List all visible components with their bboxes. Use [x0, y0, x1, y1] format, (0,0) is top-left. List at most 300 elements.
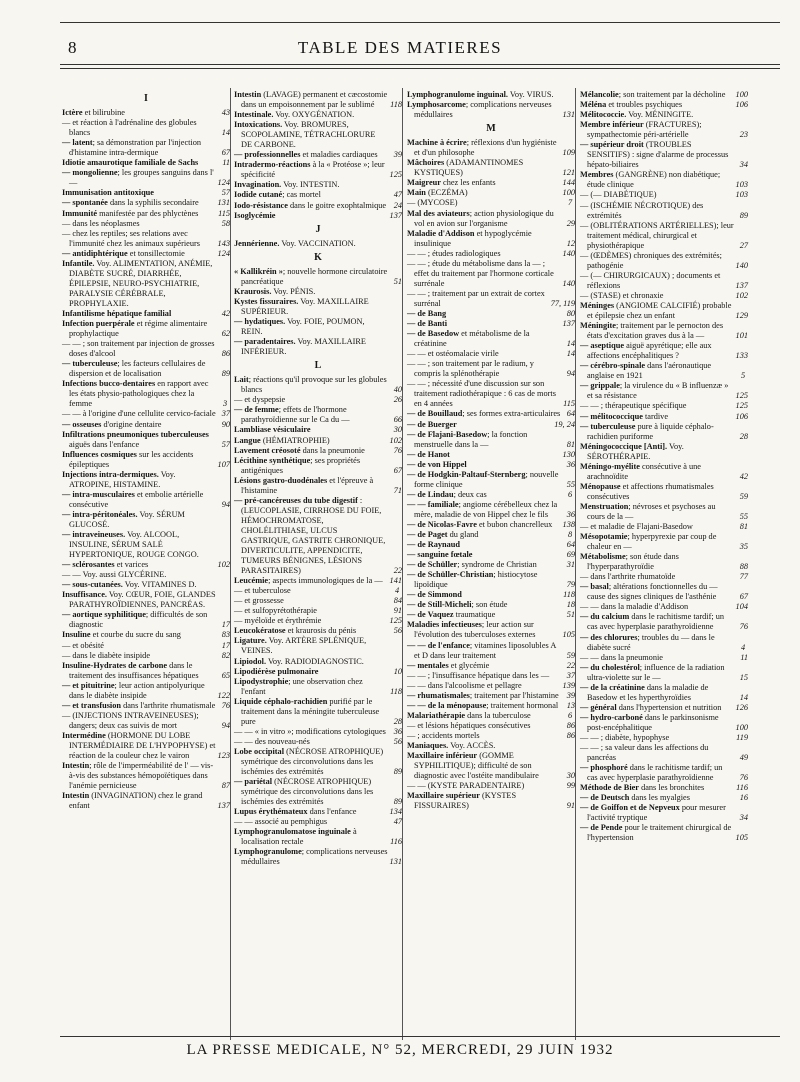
index-entry: [234, 425, 402, 435]
entry-text: — dans les néoplasmes: [62, 218, 140, 228]
page-reference: 37: [566, 670, 575, 680]
entry-text: dans le parkinsonisme post-encéphalitique: [587, 712, 719, 732]
index-entry: [580, 412, 748, 422]
entry-text: — — ; étude du métabolisme dans la — ; effet du traitement par l'hormone corticale surrénale: [407, 258, 554, 288]
entry-heading: Intermédine: [62, 730, 106, 740]
entry-heading: — sous-cutanées.: [62, 580, 123, 590]
page-reference: 19, 24: [554, 419, 575, 429]
entry-text: (ECZÉMA): [425, 188, 468, 198]
page-reference: 29: [566, 218, 575, 228]
index-entry: [407, 620, 575, 640]
page-reference: 125: [735, 391, 748, 401]
index-entry: [62, 530, 230, 560]
page-reference: 103: [735, 180, 748, 190]
index-entry: [407, 500, 575, 520]
page-reference: 24: [393, 200, 402, 210]
index-entry: [62, 761, 230, 791]
entry-heading: — de Schüller: [407, 560, 458, 570]
top-rule: [60, 22, 780, 23]
page-reference: 77, 119: [550, 298, 575, 308]
page-reference: 37: [221, 409, 230, 419]
index-entry: [580, 442, 748, 462]
section-letter: I: [144, 93, 148, 104]
page-reference: 137: [735, 280, 748, 290]
index-entry: [407, 100, 575, 120]
entry-text: ; leur action sur l'évolution des tuberculoses externes: [414, 620, 536, 640]
entry-heading: Membres: [580, 170, 614, 180]
index-entry: [407, 560, 575, 570]
entry-heading: Mélancolie: [580, 90, 619, 99]
entry-text: ; nouvelle forme clinique: [414, 469, 559, 489]
index-entry: [407, 209, 575, 229]
entry-text: ; ses formes extra-articulaires: [462, 409, 561, 419]
entry-text: Voy. VIRUS.: [507, 90, 554, 99]
index-entry: [234, 317, 402, 337]
entry-text: ; angiome cérébelleux chez la mère, maladie de von Hippel chez le fils: [414, 499, 558, 519]
page-reference: 59: [566, 650, 575, 660]
index-entry: [62, 630, 230, 640]
index-entry: [234, 239, 402, 249]
page-reference: 121: [562, 168, 575, 178]
entry-text: — — des nouveau-nés: [234, 736, 310, 746]
entry-heading: — de la créatinine: [580, 682, 645, 692]
page-reference: 140: [562, 248, 575, 258]
entry-text: (LAVAGE) permanent et cæcostomie dans un empoisonnement par le sublimé: [241, 90, 388, 110]
entry-text: ; sa démonstration par l'injection d'histamine intra-dermique: [69, 138, 202, 158]
page-reference: 28: [739, 431, 748, 441]
index-entry: [407, 600, 575, 610]
index-entry: [234, 287, 402, 297]
entry-text: chez les enfants: [440, 178, 496, 188]
index-entry: [407, 409, 575, 419]
index-entry: [407, 420, 575, 430]
page-reference: 140: [735, 260, 748, 270]
index-entry: [234, 777, 402, 807]
entry-heading: Ligature.: [234, 636, 267, 646]
index-entry: [407, 731, 575, 741]
index-entry: [407, 138, 575, 158]
entry-heading: Maladie d'Addison: [407, 228, 475, 238]
entry-text: (GANGRÈNE) non diabétique; étude clinique: [587, 170, 721, 190]
page-reference: 99: [566, 781, 575, 791]
entry-heading: Kystes fissuraires.: [234, 296, 299, 306]
entry-text: dans le rachitisme tardif; un cas avec hyperplasie parathyroïdienne: [587, 612, 725, 632]
entry-heading: Malariathérapie: [407, 710, 466, 720]
page-reference: 43: [221, 108, 230, 118]
entry-text: — — dans la pneumonie: [580, 652, 663, 662]
entry-text: — — ; nécessité d'une discussion sur son traitement radiothérapique : 6 cas de morts en 4 années: [407, 379, 556, 409]
entry-text: et troubles psychiques: [606, 100, 683, 110]
page-reference: 94: [221, 499, 230, 509]
entry-text: (FRACTURES); sympathectomie péri-artérielle: [587, 120, 702, 140]
entry-text: — dans le diabète insipide: [62, 650, 151, 660]
page-reference: 18: [566, 600, 575, 610]
footer-rule: [60, 1036, 780, 1037]
index-entry: [62, 198, 230, 208]
index-entry: [407, 470, 575, 490]
entry-text: purifié par le traitement dans la méningite tuberculeuse pure: [241, 696, 380, 726]
entry-heading: Infantile.: [62, 258, 95, 268]
entry-text: ; altérations fonctionnelles du — cause des signes cliniques de l'asthénie: [587, 582, 718, 602]
entry-text: dans l'enfance: [307, 807, 357, 817]
index-entry: — cérébro-spinale dans l'aéronautique anglaise en 1921 5: [580, 361, 746, 381]
entry-heading: — basal: [580, 582, 609, 592]
index-entry: [234, 847, 402, 867]
section-letter: J: [315, 223, 321, 235]
entry-text: ; histiocytose lipoïdique: [414, 570, 538, 590]
entry-heading: — intra-péritonéales.: [62, 509, 138, 519]
index-entry: Malariathérapie dans la tuberculose 6: [407, 710, 573, 720]
page-reference: 30: [566, 771, 575, 781]
index-entry: [62, 138, 230, 158]
page-reference: 51: [393, 276, 402, 286]
index-entry: [62, 490, 230, 510]
page-reference: 94: [221, 720, 230, 730]
entry-heading: Leucémie: [234, 576, 269, 586]
index-entry: — de Lindau; deux cas 6: [407, 489, 573, 499]
page-reference: 105: [735, 833, 748, 843]
entry-heading: — supérieur droit: [580, 140, 644, 150]
index-entry: [580, 381, 748, 401]
entry-text: ; son traitement par la décholine: [618, 90, 726, 99]
index-entry: [407, 590, 575, 600]
index-column-3: [407, 90, 575, 811]
index-entry: [62, 510, 230, 530]
index-entry: [234, 375, 402, 395]
index-entry: [580, 663, 748, 683]
page-number: 8: [68, 38, 77, 57]
index-entry: [62, 409, 230, 419]
index-entry: [580, 803, 748, 823]
entry-heading: — de Hodgkin-Paltauf-Sternberg: [407, 469, 526, 479]
entry-text: et hypoglycémie insulinique: [414, 228, 532, 248]
entry-heading: Iodo-résistance: [234, 200, 288, 210]
page-reference: 14: [221, 128, 230, 138]
index-entry: [234, 160, 402, 180]
entry-text: — dans l'arthrite rhumatoïde: [580, 572, 676, 582]
index-entry: [62, 580, 230, 590]
index-entry: [580, 90, 748, 100]
entry-text: dans l'arthrite rhumatismale: [121, 700, 216, 710]
page-reference: 100: [735, 722, 748, 732]
page-reference: 14: [566, 349, 575, 359]
index-entry: [62, 450, 230, 470]
index-entry: [580, 170, 748, 190]
entry-heading: Insuline: [62, 630, 91, 640]
entry-text: ; une observation chez l'enfant: [241, 676, 363, 696]
page-reference: 116: [736, 783, 748, 793]
index-column-1: [62, 90, 230, 811]
page-reference: 115: [218, 208, 230, 218]
entry-heading: — aortique syphilitique: [62, 610, 146, 620]
entry-text: ; influence de la radiation ultra-violette sur le —: [587, 662, 725, 682]
entry-text: consécutive à une arachnoïdite: [587, 461, 701, 481]
entry-text: dans les bronchites: [639, 783, 705, 793]
index-entry: [407, 520, 575, 530]
entry-heading: — intra-musculaires: [62, 489, 135, 499]
entry-heading: Lavement créosoté: [234, 445, 301, 455]
index-entry: [234, 496, 402, 576]
entry-text: Voy. ACCÈS.: [448, 741, 496, 750]
page-reference: 143: [217, 238, 230, 248]
page-reference: 81: [566, 439, 575, 449]
page-reference: 80: [566, 308, 575, 318]
entry-heading: Intestin: [62, 761, 90, 771]
entry-heading: Maniaques.: [407, 741, 449, 750]
page-reference: 133: [735, 351, 748, 361]
page-reference: 11: [740, 652, 748, 662]
page-reference: 15: [739, 672, 748, 682]
entry-text: et l'épreuve à l'histamine: [241, 475, 374, 495]
page-reference: 49: [739, 753, 748, 763]
index-entry: [407, 641, 575, 661]
page-reference: 130: [562, 449, 575, 459]
entry-heading: Membre inférieur: [580, 120, 644, 130]
entry-heading: — de Simmond: [407, 590, 462, 600]
entry-text: Voy. INTESTIN.: [281, 180, 340, 190]
index-entry: [580, 582, 748, 602]
entry-heading: Lymphogranulomatose inguinale: [234, 827, 351, 837]
page-reference: 137: [217, 801, 230, 811]
index-entry: [580, 783, 748, 793]
page-reference: 86: [221, 349, 230, 359]
entry-heading: Méninges: [580, 300, 615, 310]
entry-heading: — et transfusion: [62, 700, 122, 710]
page-reference: 28: [393, 716, 402, 726]
index-entry: [234, 667, 402, 677]
entry-heading: — hydro-carboné: [580, 712, 643, 722]
index-entry: [62, 651, 230, 661]
index-entry: — de Paget du gland 8: [407, 530, 573, 540]
entry-heading: Lambliase vésiculaire: [234, 425, 311, 435]
entry-text: et bubon chancrelleux: [476, 519, 553, 529]
index-entry: [234, 436, 402, 446]
entry-text: Voy. MAXILLAIRE INFÉRIEUR.: [241, 337, 366, 357]
index-entry: [62, 108, 230, 118]
entry-heading: — de von Hippel: [407, 459, 467, 469]
index-entry: [580, 703, 748, 713]
index-entry: [580, 482, 748, 502]
entry-text: — — dans la maladie d'Addison: [580, 602, 689, 612]
entry-heading: — de Raynaud: [407, 540, 461, 550]
entry-text: sur les accidents épileptiques: [69, 449, 194, 469]
entry-heading: Mésopotamie: [580, 532, 628, 542]
entry-text: et métabolisme de la créatinine: [414, 329, 530, 349]
index-entry: [407, 249, 575, 259]
index-entry: [234, 201, 402, 211]
entry-text: ; son étude dans l'hyperparathyroïdie: [587, 552, 679, 572]
index-entry: [234, 190, 402, 200]
entry-text: (INVAGINATION) chez le grand enfant: [69, 791, 203, 811]
entry-text: ; aspects immunologiques de la —: [268, 576, 383, 586]
index-entry: [62, 420, 230, 430]
entry-heading: — du cholestérol: [580, 662, 640, 672]
page-reference: 39: [393, 150, 402, 160]
entry-heading: — des chlorures: [580, 632, 638, 642]
entry-heading: — tuberculeuse: [580, 421, 636, 431]
page-reference: 35: [739, 542, 748, 552]
index-entry: [407, 661, 575, 671]
index-entry: [234, 626, 402, 636]
entry-heading: — de Pende: [580, 823, 623, 833]
index-entry: [234, 807, 402, 817]
index-entry: [407, 460, 575, 470]
entry-text: Voy. MAXILLAIRE SUPÉRIEUR.: [241, 296, 369, 316]
entry-heading: Lipodiérèse pulmonaire: [234, 666, 319, 676]
page-reference: 124: [217, 178, 230, 188]
index-entry: [62, 590, 230, 610]
entry-heading: Lobe occipital: [234, 746, 285, 756]
index-entry: — et tuberculose 4: [234, 586, 400, 596]
page-reference: 22: [393, 566, 402, 576]
page-reference: 67: [393, 465, 402, 475]
entry-text: en rapport avec les états physio-pathologiques chez la femme: [69, 379, 209, 409]
entry-text: — et sulfopyrétothérapie: [234, 606, 317, 616]
index-entry: [407, 430, 575, 450]
entry-heading: Ménopause: [580, 481, 621, 491]
index-entry: [62, 641, 230, 651]
page-reference: 57: [221, 188, 230, 198]
section-letter: L: [314, 360, 322, 372]
index-entry: [407, 90, 575, 100]
index-entry: [407, 721, 575, 731]
index-entry: [234, 616, 402, 626]
entry-text: dans la pneumonie: [300, 445, 365, 455]
page-reference: 42: [221, 308, 230, 318]
entry-heading: — professionnelles: [234, 150, 301, 160]
page-reference: 89: [221, 369, 230, 379]
entry-text: Voy. OXYGÉNATION.: [273, 110, 355, 120]
entry-text: — — ; sa valeur dans les affections du pancréas: [580, 743, 709, 763]
page-reference: 102: [735, 290, 748, 300]
page-reference: 138: [562, 519, 575, 529]
index-entry: [234, 395, 402, 405]
entry-text: et varices: [114, 560, 149, 570]
page-reference: 22: [566, 660, 575, 670]
entry-text: — (MYCOSE): [407, 198, 458, 208]
index-entry: [407, 319, 575, 329]
page-reference: 56: [393, 736, 402, 746]
page-reference: 131: [217, 198, 230, 208]
index-entry: [580, 502, 748, 522]
entry-text: manifestée par des phlyctènes: [97, 208, 199, 218]
page-reference: 90: [221, 419, 230, 429]
index-entry: [407, 610, 575, 620]
entry-text: ; les facteurs cellulaires de dispersion et de localisation: [69, 359, 206, 379]
entry-heading: Infiltrations pneumoniques tuberculeuses: [62, 429, 209, 439]
entry-text: ; syndrome de Christian: [457, 560, 537, 570]
index-entry: [62, 229, 230, 249]
entry-text: ; la fonction menstruelle dans la —: [414, 429, 528, 449]
entry-heading: Méléna: [580, 100, 607, 110]
entry-text: ; névroses et psychoses au cours de la —: [587, 501, 716, 521]
entry-text: et courbe du sucre du sang: [90, 630, 181, 640]
index-entry: [580, 120, 748, 140]
entry-text: ; son étude: [471, 600, 508, 610]
page-reference: 36: [566, 509, 575, 519]
index-entry: [62, 701, 230, 711]
page-reference: 124: [217, 248, 230, 258]
index-entry: [234, 110, 402, 120]
page-reference: 69: [566, 550, 575, 560]
entry-text: ; la virulence du « B influenzæ » et sa résistance: [587, 381, 729, 401]
entry-heading: Maxillaire supérieur: [407, 791, 480, 801]
entry-heading: — de Bang: [407, 308, 447, 318]
page-reference: 129: [735, 311, 748, 321]
entry-text: Voy. BROMURES, SCOPOLAMINE, TÉTRACHLORURE DE CARBONE.: [241, 120, 376, 150]
index-entry: [234, 405, 402, 425]
entry-text: Voy. PÉNIS.: [271, 286, 316, 296]
page-reference: 86: [566, 730, 575, 740]
index-entry: [234, 727, 402, 737]
entry-heading: Ictère: [62, 108, 83, 118]
page-reference: 118: [390, 100, 402, 110]
index-entry: [407, 259, 575, 289]
entry-text: (GOMME SYPHILITIQUE); difficulté de son diagnostic avec l'ostéite mandibulaire: [414, 751, 539, 781]
index-entry: [234, 576, 402, 586]
entry-text: à la « Protéose »; leur spécificité: [241, 160, 385, 180]
index-entry: [234, 150, 402, 160]
entry-text: (ANGIOME CALCIFIÉ) probable et épilepsie chez un enfant: [587, 300, 732, 321]
entry-heading: Mélitococcie.: [580, 110, 627, 120]
page-reference: 89: [393, 767, 402, 777]
entry-text: ; cas mortel: [282, 190, 321, 200]
entry-text: — (INJECTIONS INTRAVEINEUSES); dangers; deux cas suivis de mort: [62, 710, 199, 730]
entry-text: dans la tuberculose: [465, 710, 531, 720]
entry-text: Voy. VACCINATION.: [279, 238, 356, 248]
entry-heading: Maladies infectieuses: [407, 620, 482, 630]
page-reference: 76: [739, 622, 748, 632]
entry-heading: Intestin: [234, 90, 262, 99]
page-reference: 104: [735, 602, 748, 612]
index-entry: [407, 570, 575, 590]
index-entry: [62, 610, 230, 630]
entry-heading: Leucokératose: [234, 626, 286, 636]
entry-text: ; les groupes sanguins dans l' —: [69, 168, 214, 188]
entry-heading: Métabolisme: [580, 552, 626, 562]
entry-heading: « Kallikréin »: [234, 266, 283, 276]
page-reference: 30: [393, 425, 402, 435]
entry-text: — (ŒDÈMES) chroniques des extrémités; pathogénie: [580, 250, 722, 270]
entry-heading: Main: [407, 188, 426, 198]
entry-text: ; ses propriétés antigéniques: [241, 455, 361, 475]
page-reference: 118: [563, 590, 575, 600]
title-rule-double: [60, 68, 780, 69]
index-entry: [407, 691, 575, 701]
entry-heading: — de Still-Micheli: [407, 600, 472, 610]
page-reference: 139: [562, 680, 575, 690]
index-entry: [580, 190, 748, 200]
index-entry: [62, 791, 230, 811]
entry-heading: Lymphosarcome: [407, 100, 466, 110]
page-reference: 11: [222, 158, 230, 168]
entry-text: et régime alimentaire prophylactique: [69, 319, 208, 339]
entry-heading: Lipodystrophie: [234, 676, 289, 686]
entry-heading: — de Schüller-Christian: [407, 570, 494, 580]
entry-text: — — ; diabète, hypophyse: [580, 733, 670, 742]
index-entry: [62, 158, 230, 168]
index-entry: [407, 450, 575, 460]
entry-heading: Méningite: [580, 321, 616, 331]
footer-text: LA PRESSE MEDICALE, N° 52, MERCREDI, 29 JUIN 1932: [186, 1042, 614, 1058]
index-entry: [580, 291, 748, 301]
index-entry: [62, 259, 230, 309]
entry-text: — — ; études radiologiques: [407, 248, 501, 258]
entry-text: Voy. ATROPINE, HISTAMINE.: [69, 469, 176, 489]
entry-text: ; vitamines liposolubles A et D dans leur traitement: [414, 640, 556, 660]
entry-text: — et maladie de Flajani-Basedow: [580, 522, 693, 532]
entry-text: et embolie artérielle consécutive: [69, 489, 204, 509]
